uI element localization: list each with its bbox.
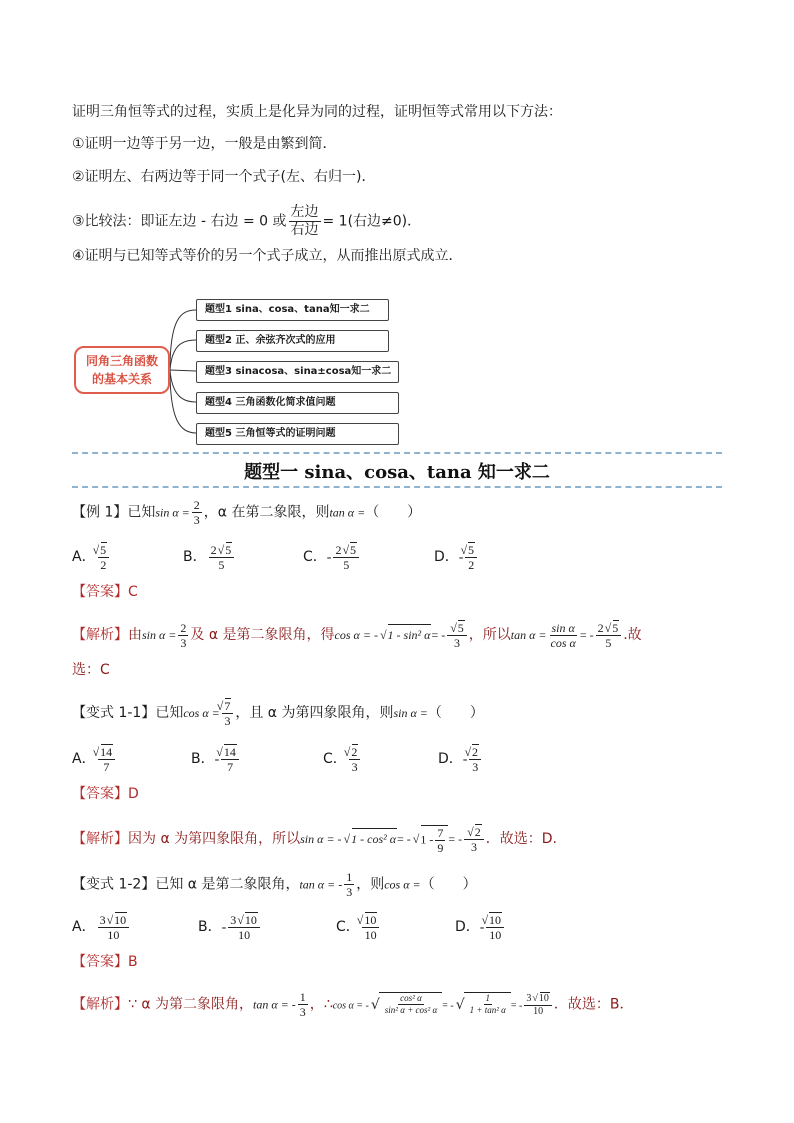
- option-den: 7: [103, 760, 110, 774]
- example-2-given: 已知: [155, 705, 184, 721]
- sqrt: √ 7: [225, 698, 232, 713]
- example-3-mid: ，则: [356, 876, 385, 893]
- mindmap-item-5: 题型5 三角恒等式的证明问题: [196, 423, 399, 445]
- example-3-answer: [72, 952, 138, 972]
- intro-line-3-text-b: = 1(右边≠0)．: [322, 213, 422, 230]
- option-label: A．: [72, 751, 96, 767]
- option-num: [349, 744, 361, 760]
- option-label: A．: [72, 919, 96, 935]
- num: [222, 698, 234, 714]
- option-sign: -: [458, 550, 464, 565]
- option-label: D．: [455, 919, 480, 935]
- sqrt: √ 14: [101, 744, 114, 759]
- solution-fraction-4: [596, 620, 622, 650]
- mindmap-center-line-2: 的基本关系: [91, 372, 152, 386]
- intro-line-4: ④证明与已知等式等价的另一个式子成立，从而推出原式成立．: [72, 248, 463, 264]
- example-2-option-b[interactable]: [191, 744, 241, 774]
- num: 7: [437, 825, 444, 840]
- intro-line-1: ①证明一边等于另一边，一般是由繁到简．: [72, 136, 337, 152]
- option-sign: -: [479, 920, 485, 935]
- num: √ cos² α: [400, 993, 422, 1003]
- example-1-fraction: [192, 498, 202, 527]
- example-2-mid: ，且 α 为第四象限角，则: [235, 705, 394, 721]
- sqrt: √ 2: [475, 824, 482, 839]
- sqrt: √ 14: [224, 744, 237, 759]
- solution-fraction-1: [178, 621, 188, 650]
- example-2-option-c[interactable]: [323, 744, 362, 774]
- option-label: B．: [198, 919, 222, 935]
- option-fraction: [349, 744, 361, 774]
- solution-fraction-2: [447, 620, 467, 650]
- example-1-option-c[interactable]: [303, 542, 361, 572]
- num: 1: [346, 870, 353, 884]
- mindmap-item-2: 题型2 正、余弦齐次式的应用: [196, 330, 389, 352]
- divider-bottom: [72, 486, 722, 488]
- example-3-option-d[interactable]: [455, 912, 506, 942]
- solution-sqrt-2: [421, 825, 449, 855]
- coef: 3: [230, 913, 237, 927]
- solution-text-b: ．故选：D.: [485, 831, 557, 847]
- left-right-fraction: [289, 204, 321, 239]
- example-3-tan: tan α = -: [299, 877, 343, 892]
- sqrt: √ 2: [472, 744, 479, 759]
- solution-eq-2: = -: [510, 1000, 523, 1012]
- option-label: B．: [183, 549, 207, 565]
- intro-line-0: 证明三角恒等式的过程，实质上是化异为同的过程，证明恒等式常用以下方法：: [72, 104, 562, 120]
- solution-eq: = -: [442, 1000, 454, 1012]
- solution-sin: sin α = -: [300, 832, 342, 846]
- den: 9: [437, 840, 444, 855]
- den: 3: [224, 714, 231, 728]
- option-num: [98, 912, 130, 928]
- answer-value: D: [128, 786, 139, 802]
- solution-text: ∵ α 为第二象限角，: [128, 996, 254, 1013]
- solution-sqrt-1: √ 1 - cos² α: [352, 828, 397, 849]
- num: [596, 620, 622, 636]
- solution-tan: tan α =: [510, 628, 547, 642]
- mindmap-center: [74, 346, 170, 394]
- example-1-sin: sin α =: [155, 505, 190, 520]
- intro-line-3: [72, 204, 421, 239]
- sqrt: √ 10: [365, 912, 378, 927]
- option-num: [98, 542, 110, 558]
- den: cos α: [550, 635, 576, 650]
- sqrt: √ 10: [245, 912, 258, 927]
- example-1-option-a[interactable]: [72, 542, 111, 572]
- coef: 3: [99, 913, 106, 927]
- sqrt: √ 5: [458, 620, 465, 635]
- option-label: B．: [191, 751, 215, 767]
- solution-eq: = -: [431, 628, 446, 642]
- option-num: [333, 542, 359, 558]
- option-den: 10: [489, 928, 502, 942]
- option-num: [362, 912, 380, 928]
- option-sign: -: [214, 752, 220, 767]
- option-num: [465, 542, 477, 558]
- example-1-question: [72, 498, 421, 527]
- option-label: C．: [303, 549, 327, 565]
- option-den: 7: [227, 760, 234, 774]
- example-1-mid: ，α 在第二象限，则: [203, 504, 330, 521]
- example-1-tan: tan α =: [329, 505, 366, 520]
- option-fraction: [333, 542, 359, 572]
- option-num: [486, 912, 504, 928]
- example-3-option-c[interactable]: [336, 912, 381, 942]
- solution-fraction-4: [524, 992, 552, 1018]
- option-fraction: [98, 542, 110, 572]
- intro-line-2: ②证明左、右两边等于同一个式子(左、右归一)．: [72, 169, 376, 185]
- option-den: 2: [100, 558, 107, 572]
- solution-fraction-3: [549, 621, 578, 650]
- option-den: 5: [218, 558, 225, 572]
- option-num: [98, 744, 116, 760]
- solution-eq-2: = -: [579, 628, 594, 642]
- option-num: [228, 912, 260, 928]
- den: 3: [346, 885, 353, 899]
- solution-text-c: ，所以: [468, 627, 511, 643]
- option-num: [469, 744, 481, 760]
- solution-sqrt-2: [464, 992, 511, 1016]
- sqrt-text: 1 -: [420, 832, 434, 846]
- answer-tag: 【答案】: [72, 584, 128, 600]
- option-fraction: [486, 912, 504, 942]
- option-fraction: [221, 744, 239, 774]
- answer-tag: 【答案】: [72, 786, 128, 802]
- den: sin² α + cos² α: [384, 1005, 438, 1015]
- example-1-given: 已知: [127, 504, 156, 521]
- coef: 2: [335, 543, 342, 557]
- divider-top: [72, 452, 722, 454]
- mindmap-item-3: 题型3 sinacosa、sina±cosa知一求二: [196, 361, 399, 383]
- sqrt: √ 10: [540, 992, 550, 1005]
- example-1-solution: [72, 620, 642, 650]
- example-3-option-a[interactable]: [72, 912, 131, 942]
- option-num: [221, 744, 239, 760]
- example-3-option-b[interactable]: [198, 912, 262, 942]
- solution-cos: cos α = -: [332, 1000, 369, 1012]
- num: [447, 620, 467, 636]
- example-2-cos: cos α =: [183, 706, 220, 720]
- example-1-option-b[interactable]: [183, 542, 236, 572]
- den: 5: [605, 636, 612, 650]
- example-2-paren: （ ）: [427, 705, 484, 721]
- option-den: 2: [468, 558, 475, 572]
- option-fraction: [209, 542, 235, 572]
- sqrt: √ 5: [101, 542, 108, 557]
- mindmap-item-4: 题型4 三角函数化简求值问题: [196, 392, 399, 414]
- example-1-paren: （ ）: [365, 504, 422, 521]
- solution-eq: = -: [397, 832, 411, 846]
- option-den: 3: [351, 760, 358, 774]
- answer-value: B: [128, 954, 138, 970]
- example-1-tag: 【例 1】: [72, 504, 128, 521]
- coef: 2: [210, 543, 217, 557]
- option-fraction: [465, 542, 477, 572]
- option-label: A．: [72, 549, 96, 565]
- sqrt: √ 5: [350, 542, 357, 557]
- option-den: 3: [472, 760, 479, 774]
- option-fraction: [98, 744, 116, 774]
- num: 1: [299, 990, 306, 1004]
- example-2-answer: [72, 784, 139, 804]
- example-1-answer: [72, 582, 138, 602]
- example-3-fraction: [344, 870, 354, 899]
- solution-tag: 【解析】: [72, 996, 128, 1013]
- solution-fraction-1: [298, 990, 308, 1019]
- den: 1 + tan² α: [469, 1005, 506, 1015]
- solution-sqrt-1: [379, 992, 442, 1016]
- option-den: 10: [107, 928, 120, 942]
- solution-cos: cos α = -: [334, 628, 378, 642]
- option-sign: -: [462, 752, 468, 767]
- example-3-solution: [72, 990, 633, 1019]
- mindmap-item-1: 题型1 sina、cosa、tana知一求二: [196, 299, 389, 321]
- num: 2: [180, 620, 187, 635]
- option-den: 10: [364, 928, 377, 942]
- intro-line-3-text-a: ③比较法：即证左边 - 右边 = 0 或: [72, 213, 287, 230]
- option-label: D．: [438, 751, 463, 767]
- answer-tag: 【答案】: [72, 954, 128, 970]
- example-2-fraction: [222, 698, 234, 728]
- solution-fraction-1: [435, 826, 445, 855]
- example-1-option-d[interactable]: [434, 542, 479, 572]
- solution-sin: sin α =: [142, 628, 177, 642]
- option-label: C．: [336, 919, 360, 935]
- example-3-tag: 【变式 1-2】: [72, 876, 156, 893]
- den: 3: [454, 636, 460, 650]
- solution-fraction-2: [383, 993, 439, 1016]
- option-sign: -: [221, 920, 227, 935]
- example-1-fraction-den: 3: [193, 513, 200, 527]
- den: 3: [180, 635, 187, 650]
- num: sin α: [551, 620, 575, 635]
- example-2-option-d[interactable]: [438, 744, 483, 774]
- solution-text-c: ．故选：B．: [553, 996, 634, 1013]
- solution-eq-2: = -: [448, 832, 463, 846]
- sqrt: √ 10: [115, 912, 128, 927]
- sqrt: √ 5: [613, 620, 620, 635]
- example-2-question: [72, 698, 484, 728]
- num: [464, 824, 484, 840]
- mindmap-center-line-1: 同角三角函数: [85, 354, 158, 368]
- den: 10: [533, 1005, 544, 1017]
- solution-text-d: .故: [623, 627, 642, 643]
- example-2-sin: sin α =: [393, 706, 428, 720]
- example-3-question: [72, 870, 477, 899]
- example-1-solution-cont: 选：C: [72, 662, 110, 678]
- coef: 2: [597, 621, 604, 635]
- solution-text-b: ，∴: [309, 996, 333, 1013]
- option-fraction: [362, 912, 380, 942]
- option-label: D．: [434, 549, 459, 565]
- solution-tag: 【解析】: [72, 627, 128, 643]
- example-1-fraction-num: 2: [193, 498, 200, 512]
- example-3-given: 已知 α 是第二象限角，: [155, 876, 300, 893]
- num: √ 1: [485, 993, 490, 1003]
- solution-sqrt: √ 1 - sin² α: [388, 624, 432, 645]
- fraction-numerator: 左边: [290, 204, 319, 220]
- example-3-cos: cos α =: [384, 877, 421, 892]
- solution-tan: tan α = -: [253, 997, 296, 1012]
- example-2-option-a[interactable]: [72, 744, 117, 774]
- solution-fraction-2: [464, 824, 484, 854]
- option-fraction: [98, 912, 130, 942]
- section-heading: 题型一 sina、cosa、tana 知一求二: [244, 462, 550, 483]
- fraction-denominator: 右边: [290, 222, 319, 238]
- coef: 3: [526, 992, 532, 1004]
- answer-value: C: [128, 584, 138, 600]
- option-den: 10: [238, 928, 251, 942]
- example-2-tag: 【变式 1-1】: [72, 705, 156, 721]
- solution-text: 由: [128, 627, 142, 643]
- solution-text-b: 及 α 是第二象限角，得: [190, 627, 335, 643]
- sqrt: √ 2: [352, 744, 359, 759]
- den: 3: [470, 840, 477, 854]
- solution-fraction-3: [468, 993, 508, 1016]
- example-3-paren: （ ）: [420, 876, 477, 893]
- sqrt: √ 10: [489, 912, 502, 927]
- num: [524, 992, 552, 1006]
- option-fraction: [469, 744, 481, 774]
- option-sign: -: [326, 550, 332, 565]
- sqrt: √ 5: [226, 542, 233, 557]
- solution-tag: 【解析】: [72, 831, 128, 847]
- option-den: 5: [343, 558, 350, 572]
- den: 3: [299, 1005, 306, 1019]
- option-num: [209, 542, 235, 558]
- sqrt: √ 5: [468, 542, 475, 557]
- example-2-solution: [72, 824, 557, 855]
- option-fraction: [228, 912, 260, 942]
- solution-text: 因为 α 为第四象限角，所以: [128, 831, 301, 847]
- option-label: C．: [323, 751, 347, 767]
